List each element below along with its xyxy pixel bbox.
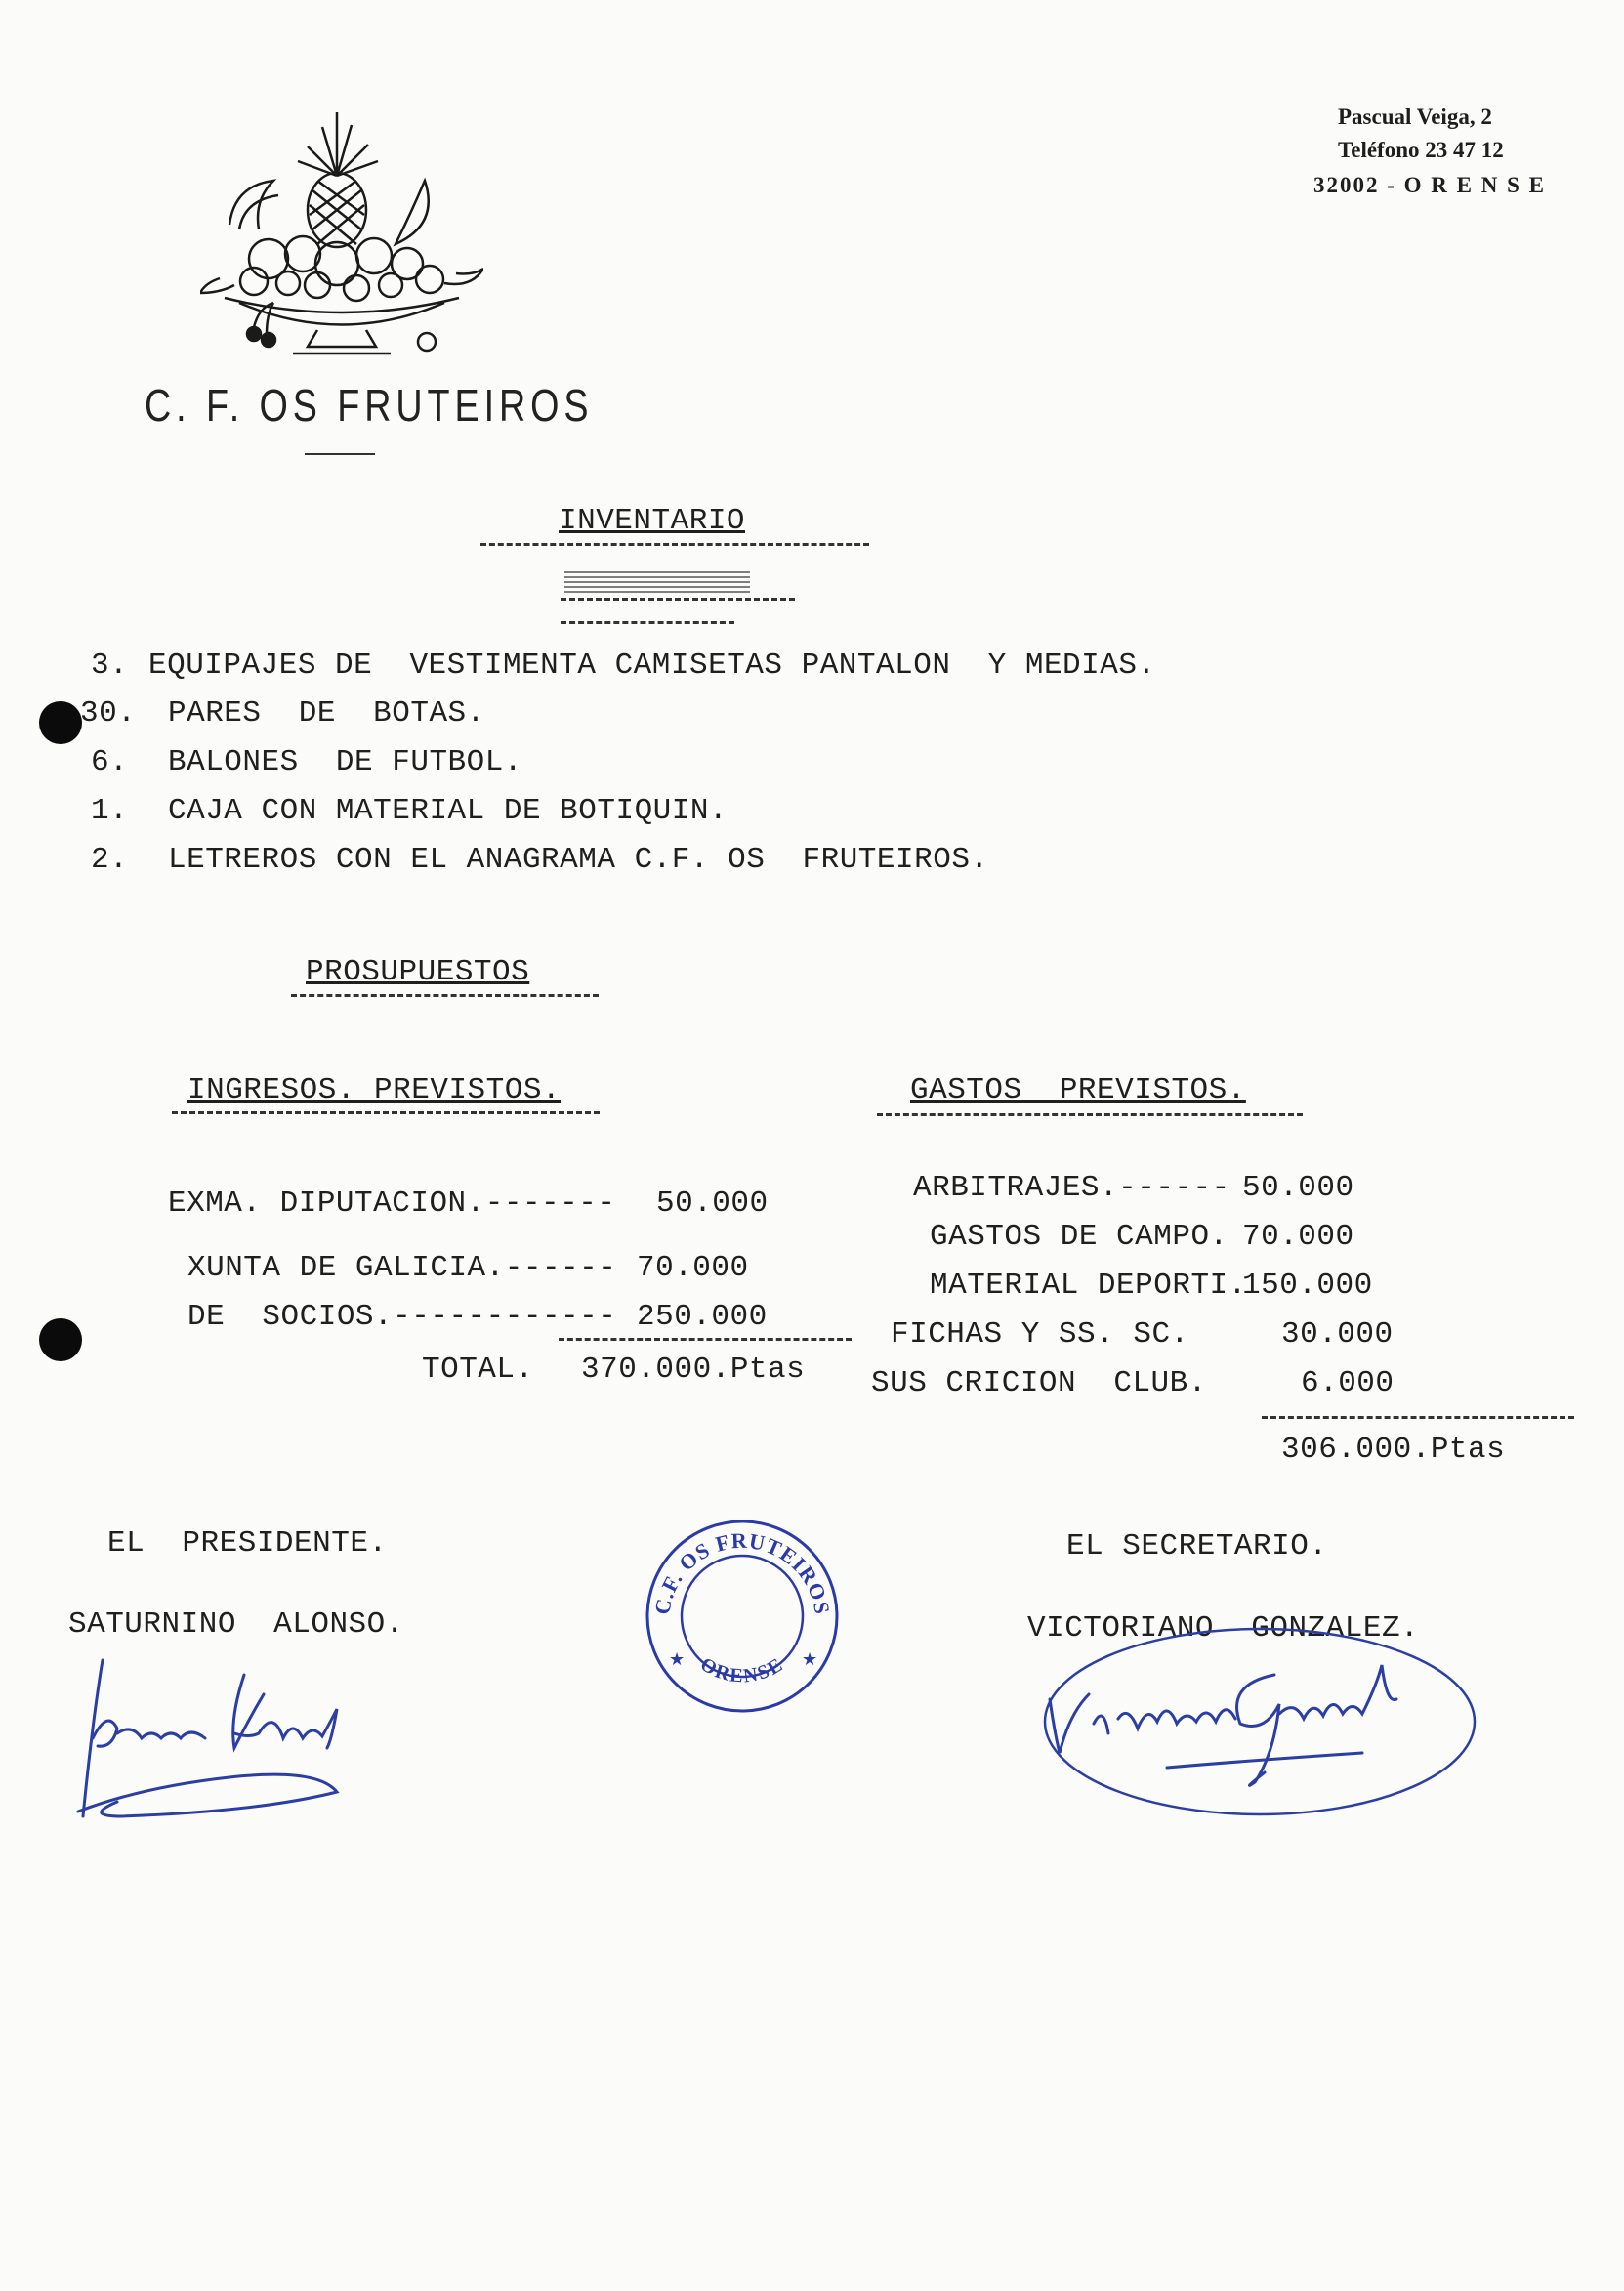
income-amount: 70.000 (637, 1251, 749, 1285)
expense-label: FICHAS Y SS. SC. (891, 1317, 1189, 1352)
income-title-underline (172, 1111, 600, 1114)
punch-hole-top (39, 701, 82, 744)
club-name-underline (305, 453, 375, 455)
expenses-total-value: 306.000.Ptas (1281, 1433, 1506, 1467)
expense-amount: 70.000 (1242, 1220, 1354, 1254)
club-stamp (640, 1514, 845, 1719)
secretary-name: VICTORIANO GONZALEZ. (1027, 1611, 1420, 1645)
struck-out-underline-1 (561, 598, 795, 601)
club-name: C. F. OS FRUTEIROS (145, 380, 594, 431)
expense-label: MATERIAL DEPORTI. (930, 1269, 1247, 1303)
address-line-phone: Teléfono 23 47 12 (1338, 138, 1504, 162)
expense-amount: 6.000 (1301, 1366, 1395, 1400)
income-title: INGRESOS. PREVISTOS. (187, 1073, 562, 1107)
stamp-top-text: C.F. OS FRUTEIROS (649, 1527, 835, 1617)
svg-text:ORENSE (696, 1653, 787, 1687)
expense-label: ARBITRAJES.------ (913, 1171, 1230, 1205)
income-amount: 250.000 (637, 1300, 768, 1334)
budget-title: PROSUPUESTOS (306, 955, 530, 989)
expenses-title-underline (877, 1113, 1303, 1116)
stamp-star-icon: ★ (669, 1649, 686, 1669)
stamp-star-icon: ★ (802, 1649, 818, 1669)
address-line-city: 32002 - O R E N S E (1313, 173, 1546, 197)
income-total-rule (559, 1338, 852, 1341)
expense-amount: 150.000 (1242, 1269, 1373, 1303)
item-quantity: 30. (80, 696, 137, 730)
inventory-title: INVENTARIO (559, 504, 746, 538)
budget-title-underline (291, 994, 599, 997)
item-quantity: 3. (91, 648, 129, 683)
item-description: PARES DE BOTAS. (168, 696, 485, 730)
expenses-total-rule (1262, 1416, 1574, 1419)
president-signature (63, 1641, 415, 1836)
expenses-title: GASTOS PREVISTOS. (910, 1073, 1246, 1107)
item-description: EQUIPAJES DE VESTIMENTA CAMISETAS PANTALON Y MEDIAS. (148, 648, 1156, 683)
secretary-title: EL SECRETARIO. (1066, 1529, 1328, 1563)
struck-out-underline-2 (561, 621, 734, 624)
secretary-signature (1030, 1606, 1489, 1821)
income-label: DE SOCIOS.------------ (187, 1300, 617, 1334)
struck-out-text (564, 571, 750, 593)
expense-amount: 50.000 (1242, 1171, 1354, 1205)
svg-text:C.F. OS FRUTEIROS (649, 1528, 835, 1617)
income-amount: 50.000 (656, 1187, 769, 1221)
income-total-value: 370.000.Ptas (581, 1353, 806, 1387)
expense-amount: 30.000 (1281, 1317, 1394, 1352)
stamp-bottom-text: ORENSE (696, 1653, 788, 1687)
item-description: CAJA CON MATERIAL DE BOTIQUIN. (168, 794, 729, 828)
item-quantity: 2. (91, 843, 129, 877)
expense-label: GASTOS DE CAMPO. (930, 1220, 1228, 1254)
income-label: XUNTA DE GALICIA.------ (187, 1251, 617, 1285)
item-quantity: 6. (91, 745, 129, 779)
fruit-bowl-logo (200, 107, 483, 361)
punch-hole-bottom (39, 1318, 82, 1361)
item-description: BALONES DE FUTBOL. (168, 745, 522, 779)
president-name: SATURNINO ALONSO. (68, 1607, 404, 1642)
income-label: EXMA. DIPUTACION.------- (168, 1187, 616, 1221)
expense-label: SUS CRICION CLUB. (871, 1366, 1207, 1400)
inventory-title-underline (480, 543, 869, 546)
item-description: LETREROS CON EL ANAGRAMA C.F. OS FRUTEIROS. (168, 843, 989, 877)
address-line-street: Pascual Veiga, 2 (1338, 104, 1492, 129)
item-quantity: 1. (91, 794, 129, 828)
income-total-label: TOTAL. (422, 1353, 534, 1387)
president-title: EL PRESIDENTE. (107, 1526, 388, 1561)
